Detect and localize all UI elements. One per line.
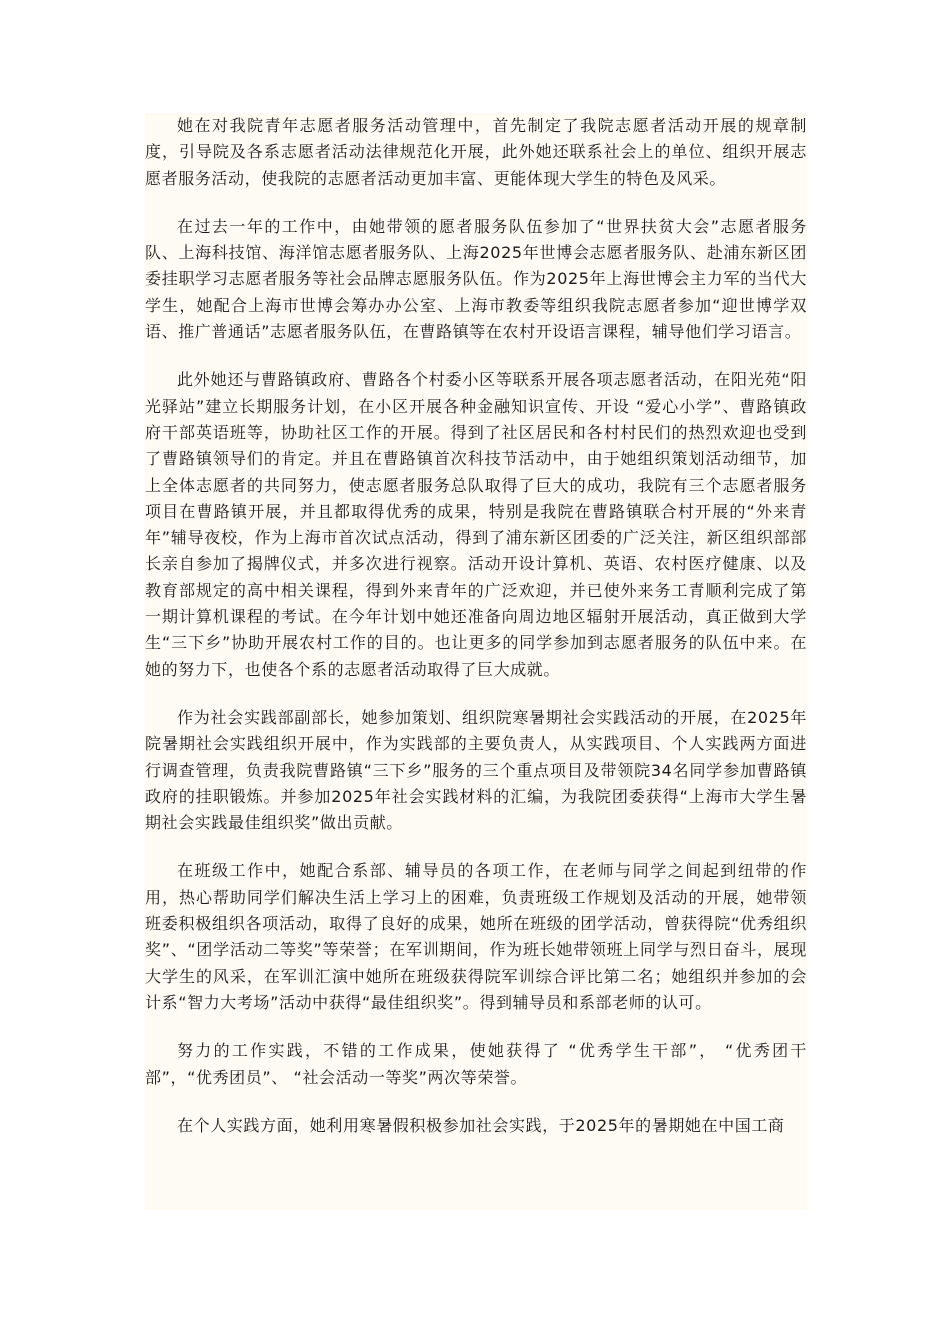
paragraph-caolu-activities: 此外她还与曹路镇政府、曹路各个村委小区等联系开展各项志愿者活动，在阳光苑“阳光驿站”建立长期服务计划，在小区开展各种金融知识宣传、开设 “爱心小学”、曹路镇政府干部英语班等，协助社区工作的开展。得到了社区居民和各村村民们的热烈欢迎也受到了曹路镇领导们的肯定。并且在曹路镇首次科技节活动中，由于她组织策划活动细节，加上全体志愿者的共同努力，使志愿者服务总队取得了巨大的成功，我院有三个志愿者服务项目在曹路镇开展，并且都取得优秀的成果，特别是我院在曹路镇联合村开展的“外来青年”辅导夜校，作为上海市首次试点活动，得到了浦东新区团委的广泛关注，新区组织部部长亲自参加了揭牌仪式，并多次进行视察。活动开设计算机、英语、农村医疗健康、以及教育部规定的高中相关课程，得到外来青年的广泛欢迎，并已使外来务工青顺利完成了第一期计算机课程的考试。在今年计划中她还准备向周边地区辐射开展活动，真正做到大学生“三下乡”协助开展农村工作的目的。也让更多的同学参加到志愿者服务的队伍中来。在她的努力下，也使各个系的志愿者活动取得了巨大成就。 [145, 370, 807, 679]
paragraph-volunteer-management: 她在对我院青年志愿者服务活动管理中，首先制定了我院志愿者活动开展的规章制度，引导院及各系志愿者活动法律规范化开展，此外她还联系社会上的单位、组织开展志愿者服务活动，使我院的志愿者活动更加丰富、更能体现大学生的特色及风采。 [145, 116, 807, 188]
paragraph-social-practice: 作为社会实践部副部长，她参加策划、组织院寒暑期社会实践活动的开展，在2025年院暑期社会实践组织开展中，作为实践部的主要负责人，从实践项目、个人实践两方面进行调查管理，负责我院曹路镇“三下乡”服务的三个重点项目及带领院34名同学参加曹路镇政府的挂职锻炼。并参加2025年社会实践材料的汇编，为我院团委获得“上海市大学生暑期社会实践最佳组织奖”做出贡献。 [145, 707, 807, 833]
paragraph-class-work: 在班级工作中，她配合系部、辅导员的各项工作，在老师与同学之间起到纽带的作用，热心帮助同学们解决生活上学习上的困难，负责班级工作规划及活动的开展，她带领班委积极组织各项活动，取得了良好的成果，她所在班级的团学活动，曾获得院“优秀组织奖”、“团学活动二等奖”等荣誉；在军训期间，作为班长她带领班上同学与烈日奋斗，展现大学生的风采，在军训汇演中她所在班级获得院军训综合评比第二名；她组织并参加的会计系“智力大考场”活动中获得“最佳组织奖”。得到辅导员和系部老师的认可。 [145, 861, 807, 1012]
paragraph-volunteer-teams: 在过去一年的工作中，由她带领的愿者服务队伍参加了“世界扶贫大会”志愿者服务队、上海科技馆、海洋馆志愿者服务队、上海2025年世博会志愿者服务队、赴浦东新区团委挂职学习志愿者服务等社会品牌志愿服务队伍。作为2025年上海世博会主力军的当代大学生，她配合上海市世博会筹办办公室、上海市教委等组织我院志愿者参加“迎世博学双语、推广普通话”志愿者服务队伍，在曹路镇等在农村开设语言课程，辅导他们学习语言。 [145, 216, 807, 342]
paragraph-personal-practice: 在个人实践方面，她利用寒暑假积极参加社会实践，于2025年的暑期她在中国工商 [177, 1115, 785, 1135]
paragraph-honors: 努力的工作实践，不错的工作成果，使她获得了 “优秀学生干部”， “优秀团干部”，“优秀团员”、 “社会活动一等奖”两次等荣誉。 [145, 1041, 807, 1087]
document-body [145, 113, 807, 1210]
